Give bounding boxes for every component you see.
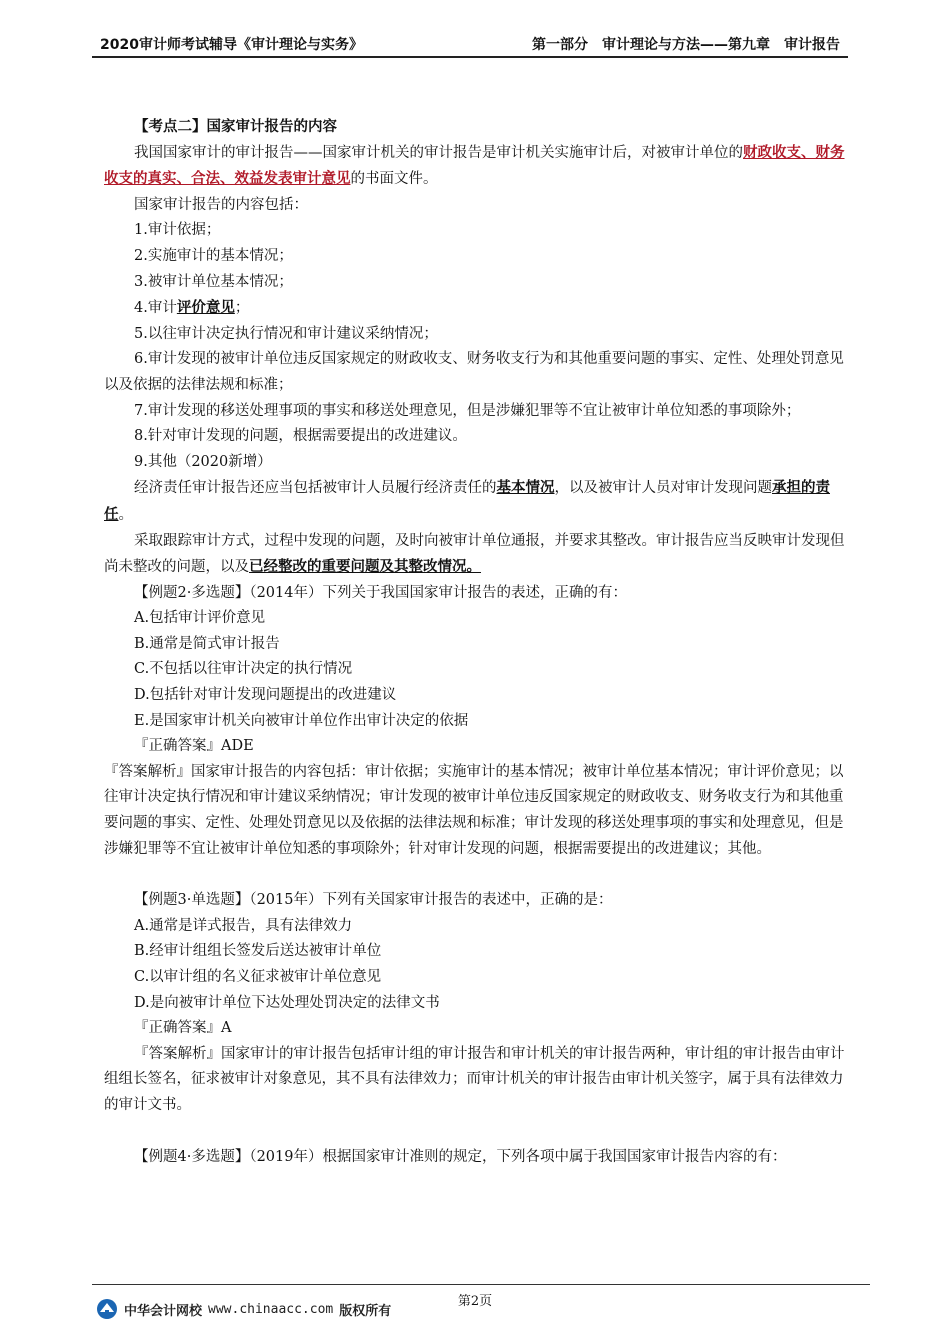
document-body	[104, 114, 850, 1170]
option: B.通常是简式审计报告	[134, 635, 280, 652]
copyright-text: 版权所有	[339, 1303, 392, 1319]
section-title: 【考点二】国家审计报告的内容	[134, 118, 337, 135]
footer-brand	[96, 1296, 391, 1322]
option: A.通常是详式报告，具有法律效力	[134, 917, 353, 934]
list-item: 5.以往审计决定执行情况和审计建议采纳情况；	[134, 325, 438, 342]
question-stem: 【例题2·多选题】（2014年）下列关于我国国家审计报告的表述，正确的有：	[134, 584, 627, 601]
option: E.是国家审计机关向被审计单位作出审计决定的依据	[134, 712, 469, 729]
intro-paragraph: 我国国家审计的审计报告——国家审计机关的审计报告是审计机关实施审计后，对被审计单位的财政收支、财务收支的真实、合法、效益发表审计意见的书面文件。	[104, 143, 845, 188]
footer-divider	[92, 1284, 870, 1285]
list-item: 9.其他（2020新增）	[134, 453, 272, 470]
brand-url[interactable]: www.chinaacc.com	[208, 1301, 334, 1317]
page-number: 第2页	[457, 1294, 493, 1309]
list-intro: 国家审计报告的内容包括：	[134, 196, 308, 213]
question-stem: 【例题3·单选题】（2015年）下列有关国家审计报告的表述中，正确的是：	[134, 892, 613, 909]
list-item: 2.实施审计的基本情况；	[134, 247, 293, 264]
option: D.是向被审计单位下达处理处罚决定的法律文书	[134, 994, 440, 1011]
option: D.包括针对审计发现问题提出的改进建议	[134, 687, 397, 704]
list-item: 7.审计发现的移送处理事项的事实和移送处理意见，但是涉嫌犯罪等不宜让被审计单位知悉的事项除外；	[134, 402, 801, 419]
answer: 『正确答案』ADE	[134, 738, 254, 755]
list-item: 1.审计依据；	[134, 222, 221, 239]
economic-paragraph: 经济责任审计报告还应当包括被审计人员履行经济责任的基本情况，以及被审计人员对审计发现问题承担的责任。	[104, 479, 830, 523]
answer: 『正确答案』A	[134, 1020, 232, 1037]
analysis: 『答案解析』国家审计的审计报告包括审计组的审计报告和审计机关的审计报告两种，审计组的审计报告由审计组组长签名，征求被审计对象意见，其不具有法律效力；而审计机关的审计报告由审计机关签字，属于具有法律效力的审计文书。	[104, 1045, 845, 1113]
list-item: 8.针对审计发现的问题，根据需要提出的改进建议。	[134, 428, 467, 445]
header-course-title: 2020审计师考试辅导《审计理论与实务》	[100, 37, 363, 53]
brand-name: 中华会计网校	[124, 1303, 203, 1319]
header-chapter-title: 第一部分 审计理论与方法——第九章 审计报告	[532, 37, 840, 53]
option: C.不包括以往审计决定的执行情况	[134, 661, 353, 678]
highlight-text: 财政收支、财务收支的真实、合法、效益发表审计意见	[104, 143, 845, 188]
option: C.以审计组的名义征求被审计单位意见	[134, 969, 382, 985]
tracking-paragraph: 采取跟踪审计方式，过程中发现的问题，及时向被审计单位通报，并要求其整改。审计报告应当反映审计发现但尚未整改的问题，以及已经整改的重要问题及其整改情况。	[104, 532, 845, 576]
option: B.经审计组组长签发后送达被审计单位	[134, 943, 382, 960]
option: A.包括审计评价意见	[134, 610, 266, 627]
page-header	[92, 30, 848, 58]
analysis: 『答案解析』国家审计报告的内容包括：审计依据；实施审计的基本情况；被审计单位基本情况；审计评价意见；以往审计决定执行情况和审计建议采纳情况；审计发现的被审计单位违反国家规定的财政收支、财务收支行为和其他重要问题的事实、定性、处理处罚意见以及依据的法律法规和标准；审计发现的移送处理事项的事实和处理意见，但是涉嫌犯罪等不宜让被审计单位知悉的事项除外；针对审计发现的问题，根据需要提出的改进建议；其他。	[104, 763, 844, 857]
list-item: 6.审计发现的被审计单位违反国家规定的财政收支、财务收支行为和其他重要问题的事实、定性、处理处罚意见以及依据的法律法规和标准；	[104, 351, 844, 393]
chinaacc-logo-icon	[96, 1298, 118, 1320]
list-item: 4.审计评价意见；	[134, 299, 250, 317]
question-stem: 【例题4·多选题】（2019年）根据国家审计准则的规定，下列各项中属于我国国家审计报告内容的有：	[134, 1148, 787, 1165]
list-item: 3.被审计单位基本情况；	[134, 273, 293, 290]
